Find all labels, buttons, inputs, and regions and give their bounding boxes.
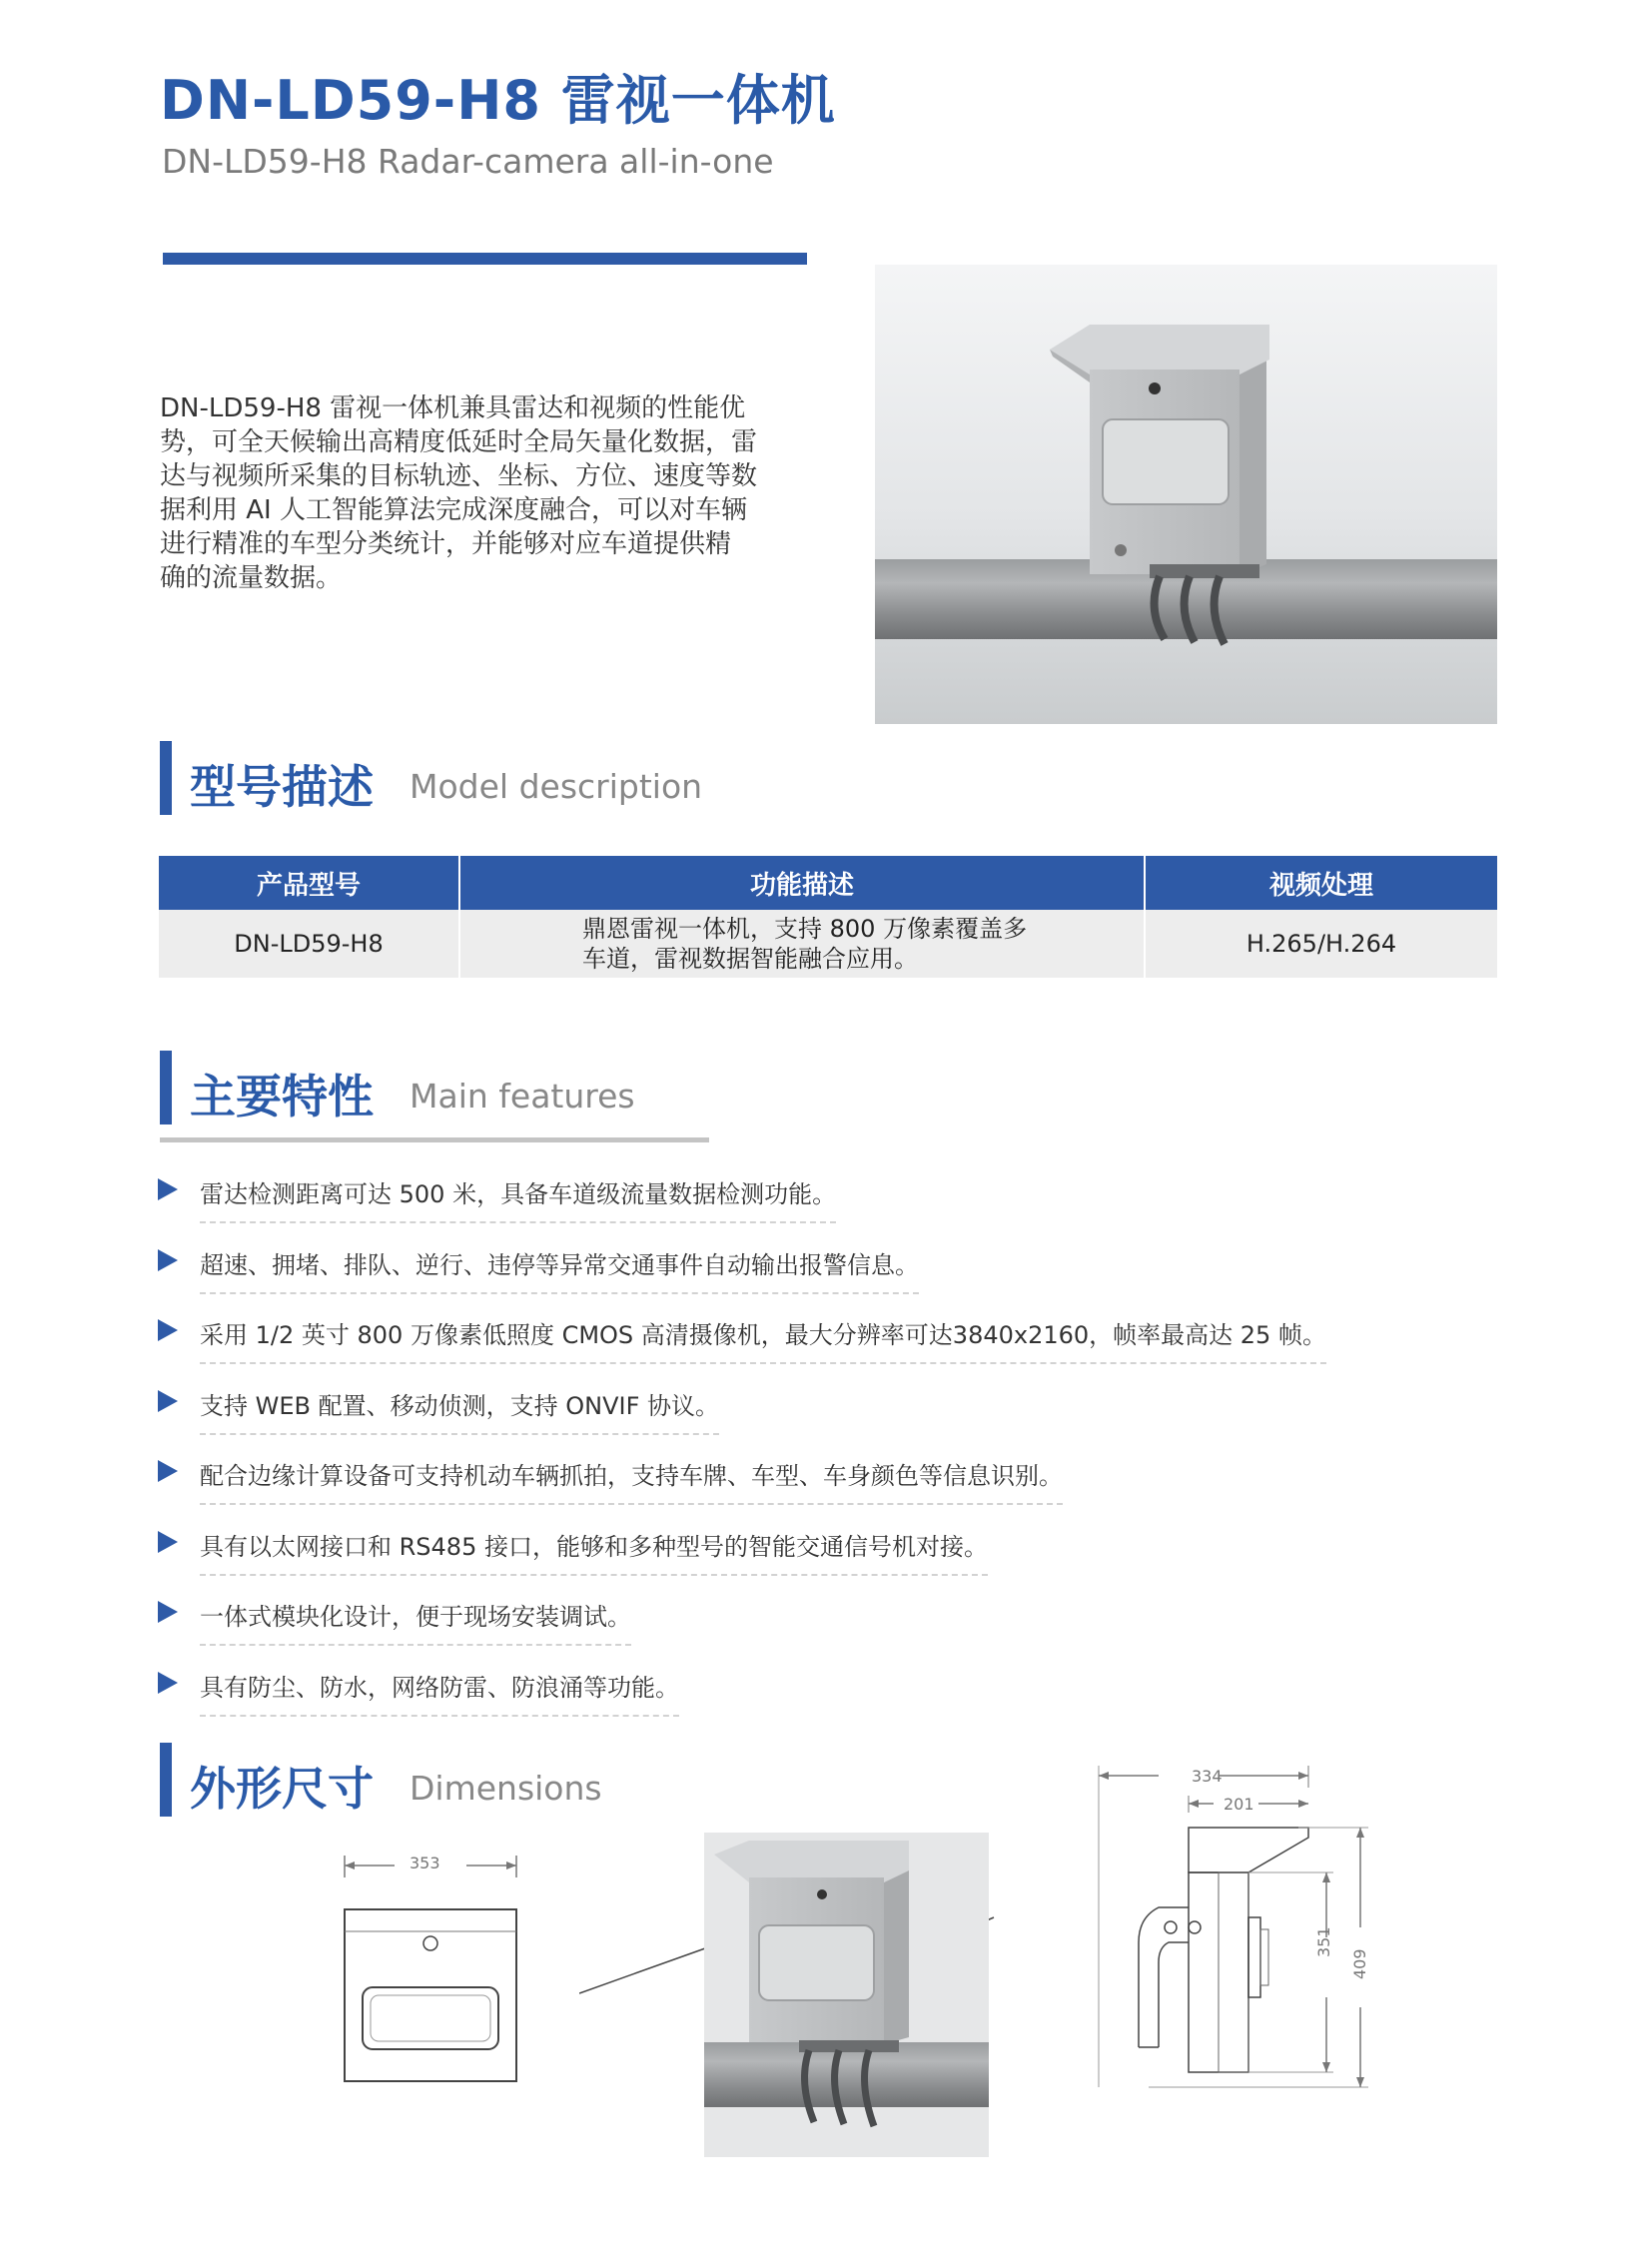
intro-paragraph	[160, 391, 809, 595]
feature-text: 采用 1/2 英寸 800 万像素低照度 CMOS 高清摄像机，最大分辨率可达3840x2160，帧率最高达 25 帧。	[200, 1315, 1326, 1364]
page-title: DN-LD59-H8 雷视一体机	[160, 69, 836, 132]
cell-model: DN-LD59-H8	[159, 910, 459, 978]
column-header: 产品型号	[159, 856, 459, 910]
side-view-drawing	[1089, 1758, 1408, 2097]
triangle-bullet-icon	[158, 1178, 178, 1200]
section-accent-bar	[160, 1743, 172, 1817]
intro-line: 势，可全天候输出高精度低延时全局矢量化数据，雷	[160, 427, 758, 457]
table-row	[159, 910, 1497, 978]
intro-line: 据利用 AI 人工智能算法完成深度融合，可以对车辆	[160, 495, 747, 525]
section-accent-bar	[160, 741, 172, 815]
section-title-zh: 外形尺寸	[190, 1762, 374, 1816]
section-title-zh: 型号描述	[190, 760, 374, 814]
triangle-bullet-icon	[158, 1601, 178, 1623]
dimension-label: 353	[410, 1854, 440, 1872]
triangle-bullet-icon	[158, 1390, 178, 1412]
dimension-label: 334	[1192, 1767, 1223, 1786]
triangle-bullet-icon	[158, 1672, 178, 1694]
feature-text: 具有以太网接口和 RS485 接口，能够和多种型号的智能交通信号机对接。	[200, 1527, 988, 1576]
intro-line: 达与视频所采集的目标轨迹、坐标、方位、速度等数	[160, 461, 758, 491]
intro-line: 进行精准的车型分类统计，并能够对应车道提供精	[160, 529, 732, 559]
triangle-bullet-icon	[158, 1249, 178, 1271]
section-title-en: Dimensions	[410, 1769, 602, 1808]
dimension-label: 351	[1314, 1926, 1333, 1957]
cell-video: H.265/H.264	[1145, 910, 1497, 978]
feature-text: 支持 WEB 配置、移动侦测，支持 ONVIF 协议。	[200, 1386, 719, 1435]
column-header: 功能描述	[459, 856, 1145, 910]
triangle-bullet-icon	[158, 1319, 178, 1341]
feature-text: 雷达检测距离可达 500 米，具备车道级流量数据检测功能。	[200, 1174, 836, 1223]
feature-text: 具有防尘、防水，网络防雷、防浪涌等功能。	[200, 1668, 679, 1717]
table-header-row	[159, 856, 1497, 910]
features-underline	[160, 1137, 709, 1142]
model-table	[159, 856, 1497, 978]
section-title-en: Model description	[410, 767, 703, 806]
intro-line: 确的流量数据。	[160, 563, 343, 593]
triangle-bullet-icon	[158, 1531, 178, 1553]
dimension-label: 201	[1224, 1795, 1254, 1814]
section-title-en: Main features	[410, 1077, 635, 1116]
desc-line: 鼎恩雷视一体机，支持 800 万像素覆盖多	[582, 915, 1028, 943]
desc-line: 车道，雷视数据智能融合应用。	[582, 945, 918, 973]
product-render-small	[704, 1833, 989, 2157]
feature-text: 一体式模块化设计，便于现场安装调试。	[200, 1597, 631, 1646]
title-underline	[163, 253, 807, 265]
section-accent-bar	[160, 1051, 172, 1124]
section-title-zh: 主要特性	[190, 1070, 374, 1123]
dimension-label: 409	[1350, 1948, 1369, 1979]
feature-text: 配合边缘计算设备可支持机动车辆抓拍，支持车牌、车型、车身颜色等信息识别。	[200, 1456, 1063, 1505]
cell-description	[459, 910, 1145, 978]
intro-line: DN-LD59-H8 雷视一体机兼具雷达和视频的性能优	[160, 393, 746, 423]
front-view-drawing	[335, 1848, 534, 2087]
triangle-bullet-icon	[158, 1460, 178, 1482]
product-photo	[875, 265, 1497, 724]
page-subtitle: DN-LD59-H8 Radar-camera all-in-one	[162, 142, 774, 181]
column-header: 视频处理	[1145, 856, 1497, 910]
feature-text: 超速、拥堵、排队、逆行、违停等异常交通事件自动输出报警信息。	[200, 1245, 919, 1294]
